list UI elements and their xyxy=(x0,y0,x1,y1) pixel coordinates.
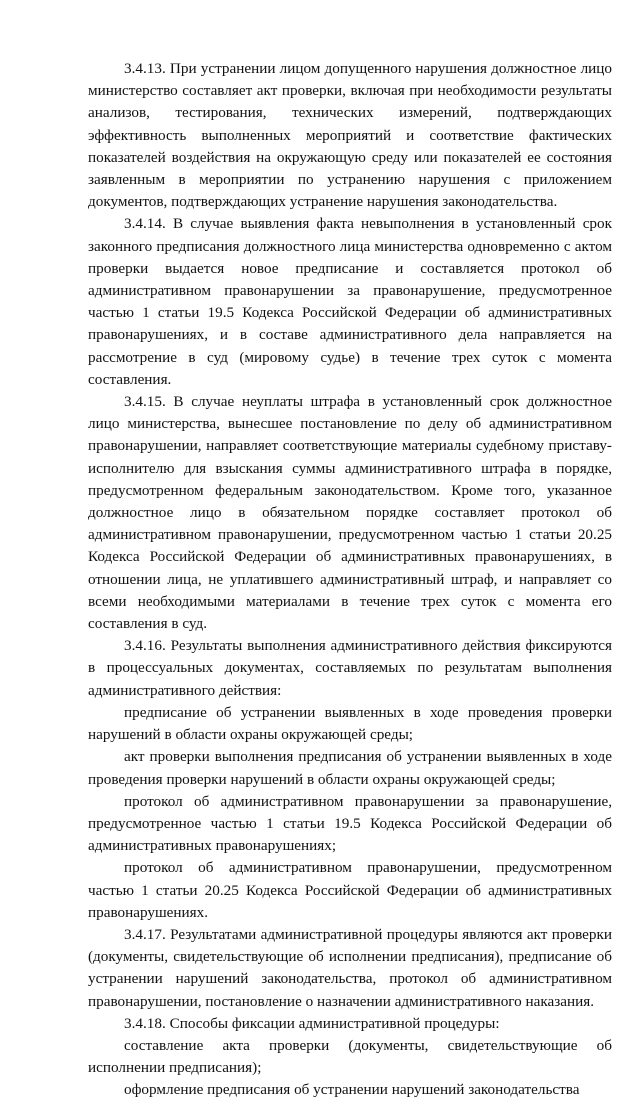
paragraph-3-4-16: 3.4.16. Результаты выполнения административного действия фиксируются в процессуальных документах, составляемых по результатам выполнения административного действия: xyxy=(88,637,612,699)
paragraph-3-4-15: 3.4.15. В случае неуплаты штрафа в установленный срок должностное лицо министерства, вынесшее постановление по делу об административном правонарушении, направляет соответствующие материалы судебному приставу-исполнителю для взыскания суммы административного штрафа в порядке, предусмотренном федеральным законодательством. Кроме того, указанное должностное лицо в обязательном порядке составляет протокол об административном правонарушении, предусмотренном частью 1 статьи 20.25 Кодекса Российской Федерации об административных правонарушениях, в отношении лица, не уплатившего административный штраф, и направляет со всеми необходимыми материалами в течение трех суток с момента его составления в суд. xyxy=(88,393,612,633)
paragraph-3-4-17: 3.4.17. Результатами административной процедуры являются акт проверки (документы, свидетельствующие об исполнении предписания), предписание об устранении нарушений законодательства, протокол об административном правонарушении, постановление о назначении административного наказания. xyxy=(88,925,612,1010)
paragraph-3-4-18: 3.4.18. Способы фиксации административной процедуры: xyxy=(124,1014,500,1032)
paragraph-3-4-14: 3.4.14. В случае выявления факта невыполнения в установленный срок законного предписания должностного лица министерства одновременно с актом проверки выдается новое предписание и составляется протокол об административном правонарушении за правонарушение, предусмотренное частью 1 статьи 19.5 Кодекса Российской Федерации об административных правонарушениях, и в составе административного дела направляется на рассмотрение в суд (мировому судье) в течение трех суток с момента составления. xyxy=(88,215,612,388)
list-item-prescription: предписание об устранении выявленных в ходе проведения проверки нарушений в области охраны окружающей среды; xyxy=(88,703,612,744)
list-item-protocol-19-5: протокол об административном правонарушении за правонарушение, предусмотренное частью 1 статьи 19.5 Кодекса Российской Федерации об административных правонарушениях; xyxy=(88,792,612,855)
document-page xyxy=(88,58,612,1102)
list-item-inspection-act: акт проверки выполнения предписания об устранении выявленных в ходе проведения проверки нарушений в области охраны окружающей среды; xyxy=(88,748,612,788)
list-item-prescription-drafting: оформление предписания об устранении нарушений законодательства xyxy=(124,1081,580,1099)
list-item-protocol-20-25: протокол об административном правонарушении, предусмотренном частью 1 статьи 20.25 Кодекса Российской Федерации об административных правонарушениях. xyxy=(88,859,612,921)
list-item-act-drafting: составление акта проверки (документы, свидетельствующие об исполнении предписания); xyxy=(88,1036,612,1077)
paragraph-3-4-13: 3.4.13. При устранении лицом допущенного нарушения должностное лицо министерство составляет акт проверки, включая при необходимости результаты анализов, тестирования, технических измерений, подтверждающих эффективность выполненных мероприятий и соответствие фактических показателей воздействия на окружающую среду или показателей ее состояния заявленным в мероприятии по устранению нарушения с приложением документов, подтверждающих устранение нарушения законодательства. xyxy=(88,60,612,211)
